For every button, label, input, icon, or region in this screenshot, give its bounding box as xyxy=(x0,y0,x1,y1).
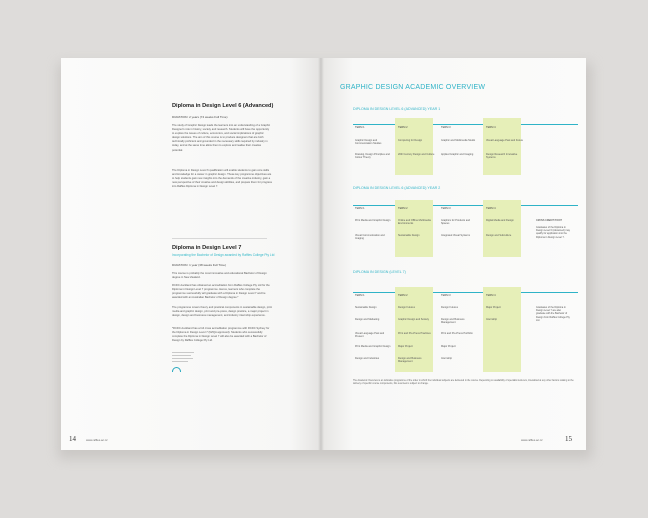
subject-cell: Print and Pre-Press Practices xyxy=(398,332,431,335)
cross-credit-heading: CROSS CREDIT POINT xyxy=(536,219,562,222)
subject-cell: Major Project xyxy=(486,306,501,309)
small-print-line xyxy=(172,358,193,359)
term-header: TERM 4 xyxy=(486,207,496,210)
term-header: TERM 3 xyxy=(441,207,451,210)
page-number-left: 14 xyxy=(69,435,76,443)
subject-cell: Major Project xyxy=(398,345,413,348)
term-header: TERM 4 xyxy=(486,126,496,129)
paragraph: The programme covers theory and practical components in sustainable design, print media and graphic design, print and pre-press, design practice, a major project in design, design and business management, and industry internship experience. xyxy=(172,306,272,318)
website-left: www.raffles.ac.nz xyxy=(86,438,108,442)
subject-cell: Design and Subculture xyxy=(486,234,512,237)
cross-credit-note: Graduates of the Diploma in Design Level 6 (Advanced) may qualify for application into the Diploma in Design Level 7. xyxy=(536,226,570,239)
duration-level7: DURATION: 1 year (38 weeks Full Time) xyxy=(172,263,226,267)
paragraph: This course is probably the most innovative and educational Bachelor of Design degree in New Zealand. xyxy=(172,272,267,280)
subject-cell: Sustainable Design xyxy=(398,234,420,237)
subject-cell: Graphic Design and Communication Studies xyxy=(355,139,382,146)
term-header: TERM 2 xyxy=(398,207,408,210)
raffles-logo-icon xyxy=(172,367,181,372)
subject-cell: Visual Language Past and Present xyxy=(355,332,385,339)
subject-cell: Print and Pre-Press Portfolio xyxy=(441,332,473,335)
divider xyxy=(172,238,267,239)
term-header: TERM 1 xyxy=(355,207,365,210)
paragraph: *RCDC Auckland has a full cross accreditation programme with RCDC Sydney for the Diploma in Design Level 7 (NZQA approved). Students who successfully complete the Diploma in Design Level 7 will also be awarded with a Bachelor of Design by Raffles College Pty Ltd. xyxy=(172,327,270,343)
subject-cell: Print Media and Graphic Design xyxy=(355,219,391,222)
term-header: TERM 1 xyxy=(355,294,365,297)
small-print-line xyxy=(172,355,191,356)
section-heading: DIPLOMA IN DESIGN LEVEL 6 (ADVANCED) YEAR 1 xyxy=(353,107,441,111)
small-print-line xyxy=(172,361,188,362)
term-rule xyxy=(353,292,578,293)
subject-cell: Major Project xyxy=(441,345,456,348)
footnote: The Academic Overview is an indicative programme of the order in which the individual subjects are delivered in the course. Depending on availability of specialist lecturers, timetabled at any other factors relating to the delivery of specific course components, this overview is subject to change. xyxy=(353,380,574,386)
level7-note: Graduates of the Diploma in Design Level 7 are also graduate with the Bachelor of Design from Raffles College Pty Ltd. xyxy=(536,306,570,322)
term-header: TERM 4 xyxy=(486,294,496,297)
overview-title: GRAPHIC DESIGN ACADEMIC OVERVIEW xyxy=(340,84,486,91)
subject-cell: Online and Offline Multimedia Environments xyxy=(398,219,431,226)
subject-cell: Design Futures xyxy=(441,306,458,309)
subject-cell: Print Media and Graphic Design xyxy=(355,345,391,348)
paragraph: The study of Graphic Design leads the learners into an understanding of a Graphic Designer's role in history, society and research. Students will have the opportunity to explore the issues of culture, economics, and social implications of graphic design solutions. The aim of this course is to produce designers that are both technically proficient and grounded in the necessary skills required by industry in today, and at the same time allow them to explore and realise their creative potential. xyxy=(172,124,271,152)
subject-cell: Graphic and Multimedia Studio xyxy=(441,139,476,142)
subject-cell: Visual Communication and Imaging xyxy=(355,234,385,241)
subject-cell: Design Research Innovative Systems xyxy=(486,153,518,160)
duration-level6: DURATION: 2 years (74 weeks Full Time) xyxy=(172,115,228,119)
section-heading: DIPLOMA IN DESIGN LEVEL 6 (ADVANCED) YEAR 2 xyxy=(353,186,441,190)
subject-cell: Design and Business Management xyxy=(441,318,465,325)
course-title-level6: Diploma in Design Level 6 (Advanced) xyxy=(172,103,274,109)
course-title-level7: Diploma in Design Level 7 xyxy=(172,245,242,251)
subject-cell: Drawing, Design Principles and Colour Theory xyxy=(355,153,390,160)
subject-cell: Design and Industries xyxy=(355,357,380,360)
subject-cell: Graphics for Products and Spaces xyxy=(441,219,471,226)
term-header: TERM 3 xyxy=(441,126,451,129)
term-highlight xyxy=(483,287,521,372)
website-right: www.raffles.ac.nz xyxy=(521,438,543,442)
subject-cell: Computing for Design xyxy=(398,139,423,142)
subject-cell: Digital Media and Design xyxy=(486,219,514,222)
subject-cell: Integrated Visual Systems xyxy=(441,234,470,237)
subject-cell: Design Futures xyxy=(398,306,415,309)
subject-cell: Design and Business Management xyxy=(398,357,422,364)
term-header: TERM 2 xyxy=(398,126,408,129)
paragraph: RCDC Auckland has obtained an accreditation from Raffles College Pty Ltd for the Diploma in Design Level 7 programme. Hence, learners who complete the programme successfully will graduate with a Diploma in Design Level 7 and be awarded with an Australian Bachelor of Design degree.* xyxy=(172,284,270,300)
course-subtitle-level7: Incorporating the Bachelor of Design awarded by Raffles College Pty Ltd xyxy=(172,253,275,257)
subject-cell: Applied Graphic and Imaging xyxy=(441,153,474,156)
small-print-line xyxy=(172,352,194,353)
term-header: TERM 2 xyxy=(398,294,408,297)
paragraph: The Diploma in Design Level 6 qualification will enable students to gain core skills and knowledge for a career in graphic design. These key programme objectives are to help students gain new insights into the demands of the creative industry, gain a new perspective of their creative and design abilities, and prepare them for progress into Raffles Diploma in Design Level 7. xyxy=(172,169,272,189)
term-header: TERM 1 xyxy=(355,126,365,129)
section-heading: DIPLOMA IN DESIGN (LEVEL 7) xyxy=(353,270,406,274)
right-page xyxy=(321,58,586,450)
subject-cell: 20th Century Design and Culture xyxy=(398,153,435,156)
term-header: TERM 3 xyxy=(441,294,451,297)
subject-cell: Internship xyxy=(441,357,452,360)
book-gutter xyxy=(318,58,324,450)
subject-cell: Internship xyxy=(486,318,497,321)
subject-cell: Sustainable Design xyxy=(355,306,377,309)
term-rule xyxy=(353,124,578,125)
subject-cell: Visual Language Past and Future xyxy=(486,139,524,142)
page-number-right: 15 xyxy=(565,435,572,443)
term-rule xyxy=(353,205,578,206)
subject-cell: Design and Marketing xyxy=(355,318,380,321)
subject-cell: Graphic Design and Society xyxy=(398,318,429,321)
